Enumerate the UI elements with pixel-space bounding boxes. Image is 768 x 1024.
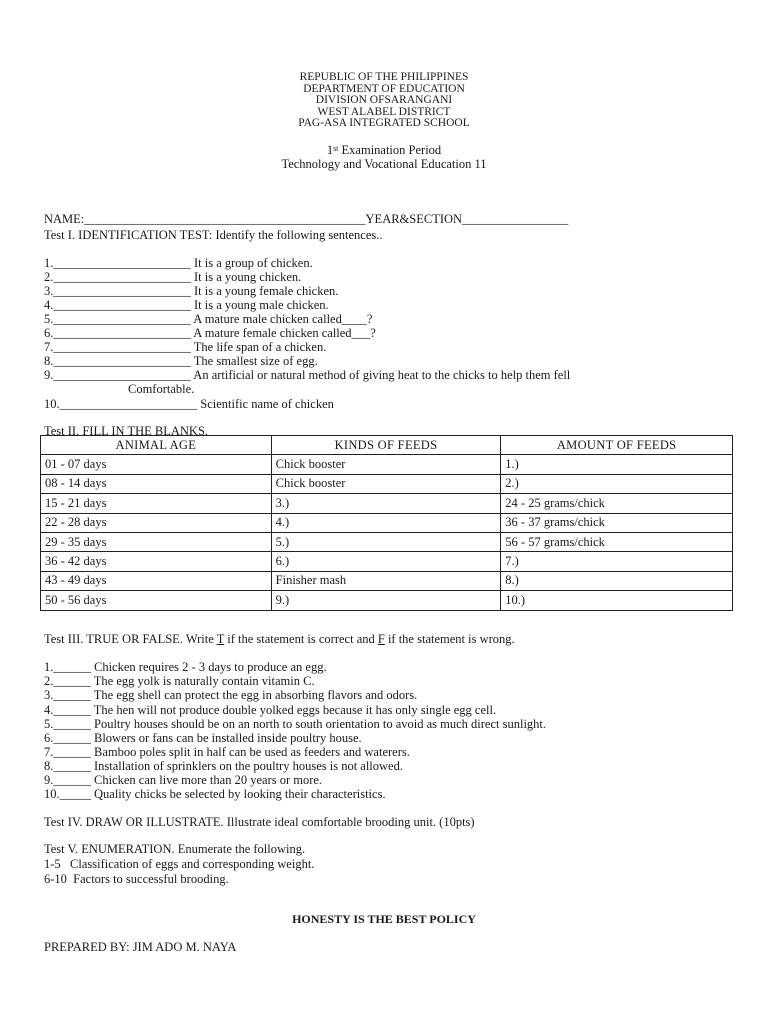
table-cell: 01 - 07 days: [41, 455, 272, 474]
exam-period: [0, 143, 768, 157]
exam-number: 1: [326, 143, 334, 157]
test1-item: 9.______________________ An artificial or natural method of giving heat to the chicks to help them fell: [44, 368, 571, 382]
test4-title: Test IV. DRAW OR ILLUSTRATE. Illustrate ideal comfortable brooding unit. (10pts): [44, 815, 475, 829]
table-cell: 56 - 57 grams/chick: [501, 532, 733, 551]
table-cell: 9.): [271, 591, 501, 610]
table-cell: 8.): [501, 571, 733, 590]
header-line: PAG-ASA INTEGRATED SCHOOL: [298, 117, 470, 130]
table-row: [41, 474, 733, 493]
test1-item: 2.______________________ It is a young chicken.: [44, 270, 302, 284]
test3-item: 9.______ Chicken can live more than 20 years or more.: [44, 773, 323, 787]
table-cell: Chick booster: [271, 474, 501, 493]
table-row: [41, 591, 733, 610]
test5-item: 1-5 Classification of eggs and corresponding weight.: [44, 857, 315, 871]
test3-item: 1.______ Chicken requires 2 - 3 days to produce an egg.: [44, 660, 327, 674]
test3-title: [44, 632, 515, 647]
test3-item: 2.______ The egg yolk is naturally contain vitamin C.: [44, 674, 315, 688]
table-cell: 3.): [271, 494, 501, 513]
table-cell: 4.): [271, 513, 501, 532]
table-cell: 7.): [501, 552, 733, 571]
table-cell: 1.): [501, 455, 733, 474]
column-header-amount-of-feeds: AMOUNT OF FEEDS: [501, 436, 733, 455]
test3-item: 3.______ The egg shell can protect the egg in absorbing flavors and odors.: [44, 688, 418, 702]
test3-item: 5.______ Poultry houses should be on an north to south orientation to avoid as much direct sunlight.: [44, 717, 547, 731]
table-cell: 43 - 49 days: [41, 571, 272, 590]
test3-item: 8.______ Installation of sprinklers on the poultry houses is not allowed.: [44, 759, 403, 773]
table-row: [41, 532, 733, 551]
test1-item: 3.______________________ It is a young female chicken.: [44, 284, 339, 298]
header-line: WEST ALABEL DISTRICT: [317, 105, 451, 118]
table-row: [41, 571, 733, 590]
school-header: [0, 72, 768, 130]
test3-title-part: Test III. TRUE OR FALSE. Write: [44, 632, 217, 646]
true-letter: T: [216, 632, 225, 646]
table-cell: Finisher mash: [271, 571, 501, 590]
test5-item: 6-10 Factors to successful brooding.: [44, 872, 229, 886]
table-cell: 6.): [271, 552, 501, 571]
test1-item-continuation: Comfortable.: [128, 382, 195, 396]
table-row: [41, 513, 733, 532]
table-cell: 50 - 56 days: [41, 591, 272, 610]
test1-title: Test I. IDENTIFICATION TEST: Identify the following sentences..: [44, 228, 383, 242]
table-cell: 36 - 42 days: [41, 552, 272, 571]
column-header-animal-age: ANIMAL AGE: [41, 436, 272, 455]
table-cell: Chick booster: [271, 455, 501, 474]
header-line: DEPARTMENT OF EDUCATION: [303, 82, 465, 95]
test1-item: 8.______________________ The smallest size of egg.: [44, 354, 318, 368]
subject-title: Technology and Vocational Education 11: [281, 157, 487, 171]
table-cell: 36 - 37 grams/chick: [501, 513, 733, 532]
table-cell: 5.): [271, 532, 501, 551]
table-row: [41, 552, 733, 571]
test3-item: 4.______ The hen will not produce double yolked eggs because it has only single egg cell.: [44, 703, 497, 717]
table-cell: 2.): [501, 474, 733, 493]
test3-title-part: if the statement is wrong.: [384, 632, 515, 646]
test1-item: 5.______________________ A mature male chicken called____?: [44, 312, 373, 326]
feeds-table: [40, 435, 733, 611]
table-header-row: [41, 436, 733, 455]
table-row: [41, 455, 733, 474]
exam-ordinal: st: [333, 144, 339, 153]
test1-item: 6.______________________ A mature female chicken called___?: [44, 326, 376, 340]
test1-item: 1.______________________ It is a group of chicken.: [44, 256, 313, 270]
test5-title: Test V. ENUMERATION. Enumerate the following.: [44, 842, 306, 856]
table-cell: 24 - 25 grams/chick: [501, 494, 733, 513]
header-line: DIVISION OFSARANGANI: [315, 94, 453, 107]
table-cell: 22 - 28 days: [41, 513, 272, 532]
test3-item: 10._____ Quality chicks be selected by looking their characteristics.: [44, 787, 386, 801]
header-line: REPUBLIC OF THE PHILIPPINES: [299, 71, 469, 83]
motto: HONESTY IS THE BEST POLICY: [292, 912, 476, 926]
test1-item: 4.______________________ It is a young male chicken.: [44, 298, 329, 312]
table-cell: 10.): [501, 591, 733, 610]
column-header-kinds-of-feeds: KINDS OF FEEDS: [271, 436, 501, 455]
exam-period-label: Examination Period: [338, 143, 442, 157]
table-cell: 08 - 14 days: [41, 474, 272, 493]
test3-item: 7.______ Bamboo poles split in half can be used as feeders and waterers.: [44, 745, 410, 759]
table-row: [41, 494, 733, 513]
table-cell: 15 - 21 days: [41, 494, 272, 513]
false-letter: F: [377, 632, 385, 646]
test2-title: Test II. FILL IN THE BLANKS.: [44, 424, 209, 438]
table-cell: 29 - 35 days: [41, 532, 272, 551]
test3-title-part: if the statement is correct and: [224, 632, 378, 646]
test1-item: 7.______________________ The life span of a chicken.: [44, 340, 327, 354]
name-year-section-line: NAME:_____________________________________________YEAR&SECTION_________________: [44, 212, 569, 226]
test1-item: 10.______________________ Scientific name of chicken: [44, 397, 334, 411]
test3-item: 6.______ Blowers or fans can be installed inside poultry house.: [44, 731, 362, 745]
prepared-by: PREPARED BY: JIM ADO M. NAYA: [44, 940, 237, 954]
